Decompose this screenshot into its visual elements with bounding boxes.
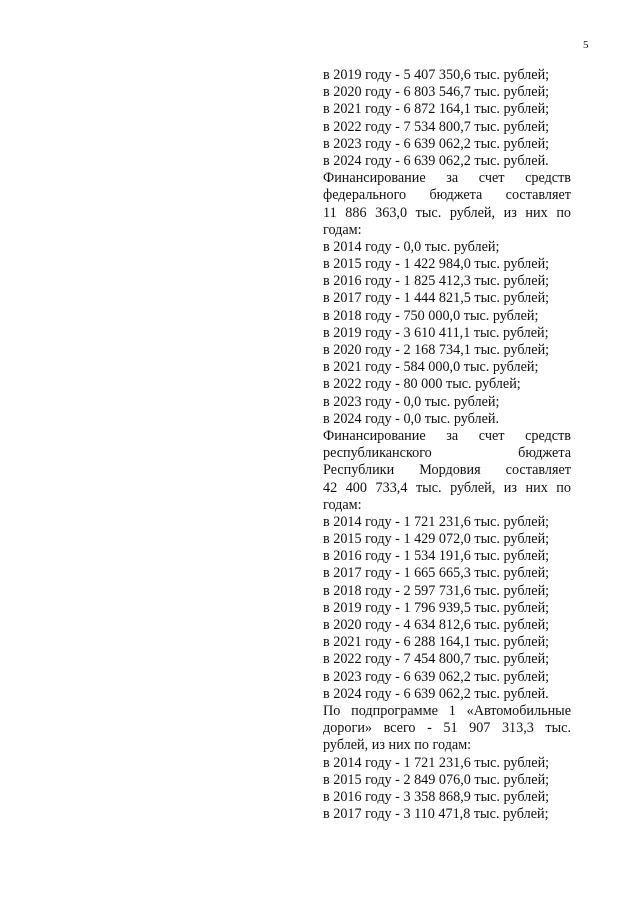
text-line: в 2015 году - 2 849 076,0 тыс. рублей; (323, 771, 550, 788)
text-line: в 2023 году - 6 639 062,2 тыс. рублей; (323, 668, 550, 685)
text-line: в 2022 году - 7 534 800,7 тыс. рублей; (323, 118, 550, 135)
text-line: в 2024 году - 0,0 тыс. рублей. (323, 410, 500, 427)
text-line: в 2017 году - 1 665 665,3 тыс. рублей; (323, 565, 550, 582)
text-line: в 2019 году - 5 407 350,6 тыс. рублей; (323, 67, 550, 83)
text-line: в 2019 году - 1 796 939,5 тыс. рублей; (323, 599, 550, 616)
text-line: годам: (323, 221, 362, 238)
text-line: годам: (323, 496, 362, 513)
text-line: в 2019 году - 3 610 411,1 тыс. рублей; (323, 324, 549, 341)
text-line: в 2016 году - 1 534 191,6 тыс. рублей; (323, 548, 550, 565)
text-line: в 2023 году - 6 639 062,2 тыс. рублей; (323, 135, 550, 152)
text-line: рублей, из них по годам: (323, 737, 472, 754)
text-line: Республики Мордовия составляет (323, 462, 571, 479)
text-line: в 2020 году - 6 803 546,7 тыс. рублей; (323, 84, 550, 101)
text-line: в 2014 году - 0,0 тыс. рублей; (323, 238, 500, 255)
text-line: Финансирование за счет средств (323, 170, 571, 187)
text-line: в 2020 году - 2 168 734,1 тыс. рублей; (323, 342, 550, 358)
text-line: в 2017 году - 3 110 471,8 тыс. рублей; (323, 806, 549, 823)
text-line: в 2014 году - 1 721 231,6 тыс. рублей; (323, 513, 550, 530)
text-line: в 2024 году - 6 639 062,2 тыс. рублей. (323, 685, 549, 702)
text-line: в 2024 году - 6 639 062,2 тыс. рублей. (323, 152, 549, 169)
text-line: в 2018 году - 750 000,0 тыс. рублей; (323, 307, 539, 324)
text-line: в 2014 году - 1 721 231,6 тыс. рублей; (323, 754, 550, 771)
text-line: в 2015 году - 1 422 984,0 тыс. рублей; (323, 256, 550, 273)
text-line: в 2021 году - 6 288 164,1 тыс. рублей; (323, 634, 550, 651)
text-line: По подпрограмме 1 «Автомобильные (323, 702, 571, 719)
text-line: в 2021 году - 584 000,0 тыс. рублей; (323, 359, 539, 376)
text-line: в 2018 году - 2 597 731,6 тыс. рублей; (323, 582, 550, 599)
text-line: в 2020 году - 4 634 812,6 тыс. рублей; (323, 617, 550, 633)
text-line: в 2023 году - 0,0 тыс. рублей; (323, 393, 500, 410)
text-line: в 2016 году - 3 358 868,9 тыс. рублей; (323, 788, 550, 805)
text-line: Финансирование за счет средств (323, 427, 571, 444)
text-line: дороги» всего - 51 907 313,3 тыс. (323, 720, 571, 737)
text-line: в 2017 году - 1 444 821,5 тыс. рублей; (323, 290, 550, 307)
text-line: в 2021 году - 6 872 164,1 тыс. рублей; (323, 101, 550, 118)
funding-text-column (323, 67, 571, 823)
text-line: в 2022 году - 7 454 800,7 тыс. рублей; (323, 651, 550, 668)
text-line: в 2015 году - 1 429 072,0 тыс. рублей; (323, 531, 550, 548)
text-line: в 2022 году - 80 000 тыс. рублей; (323, 376, 521, 393)
page-number: 5 (583, 39, 589, 51)
text-line: 11 886 363,0 тыс. рублей, из них по (323, 204, 571, 221)
text-line: 42 400 733,4 тыс. рублей, из них по (323, 479, 571, 496)
text-line: республиканского бюджета (323, 445, 571, 462)
text-line: в 2016 году - 1 825 412,3 тыс. рублей; (323, 273, 550, 290)
text-line: федерального бюджета составляет (323, 187, 571, 204)
